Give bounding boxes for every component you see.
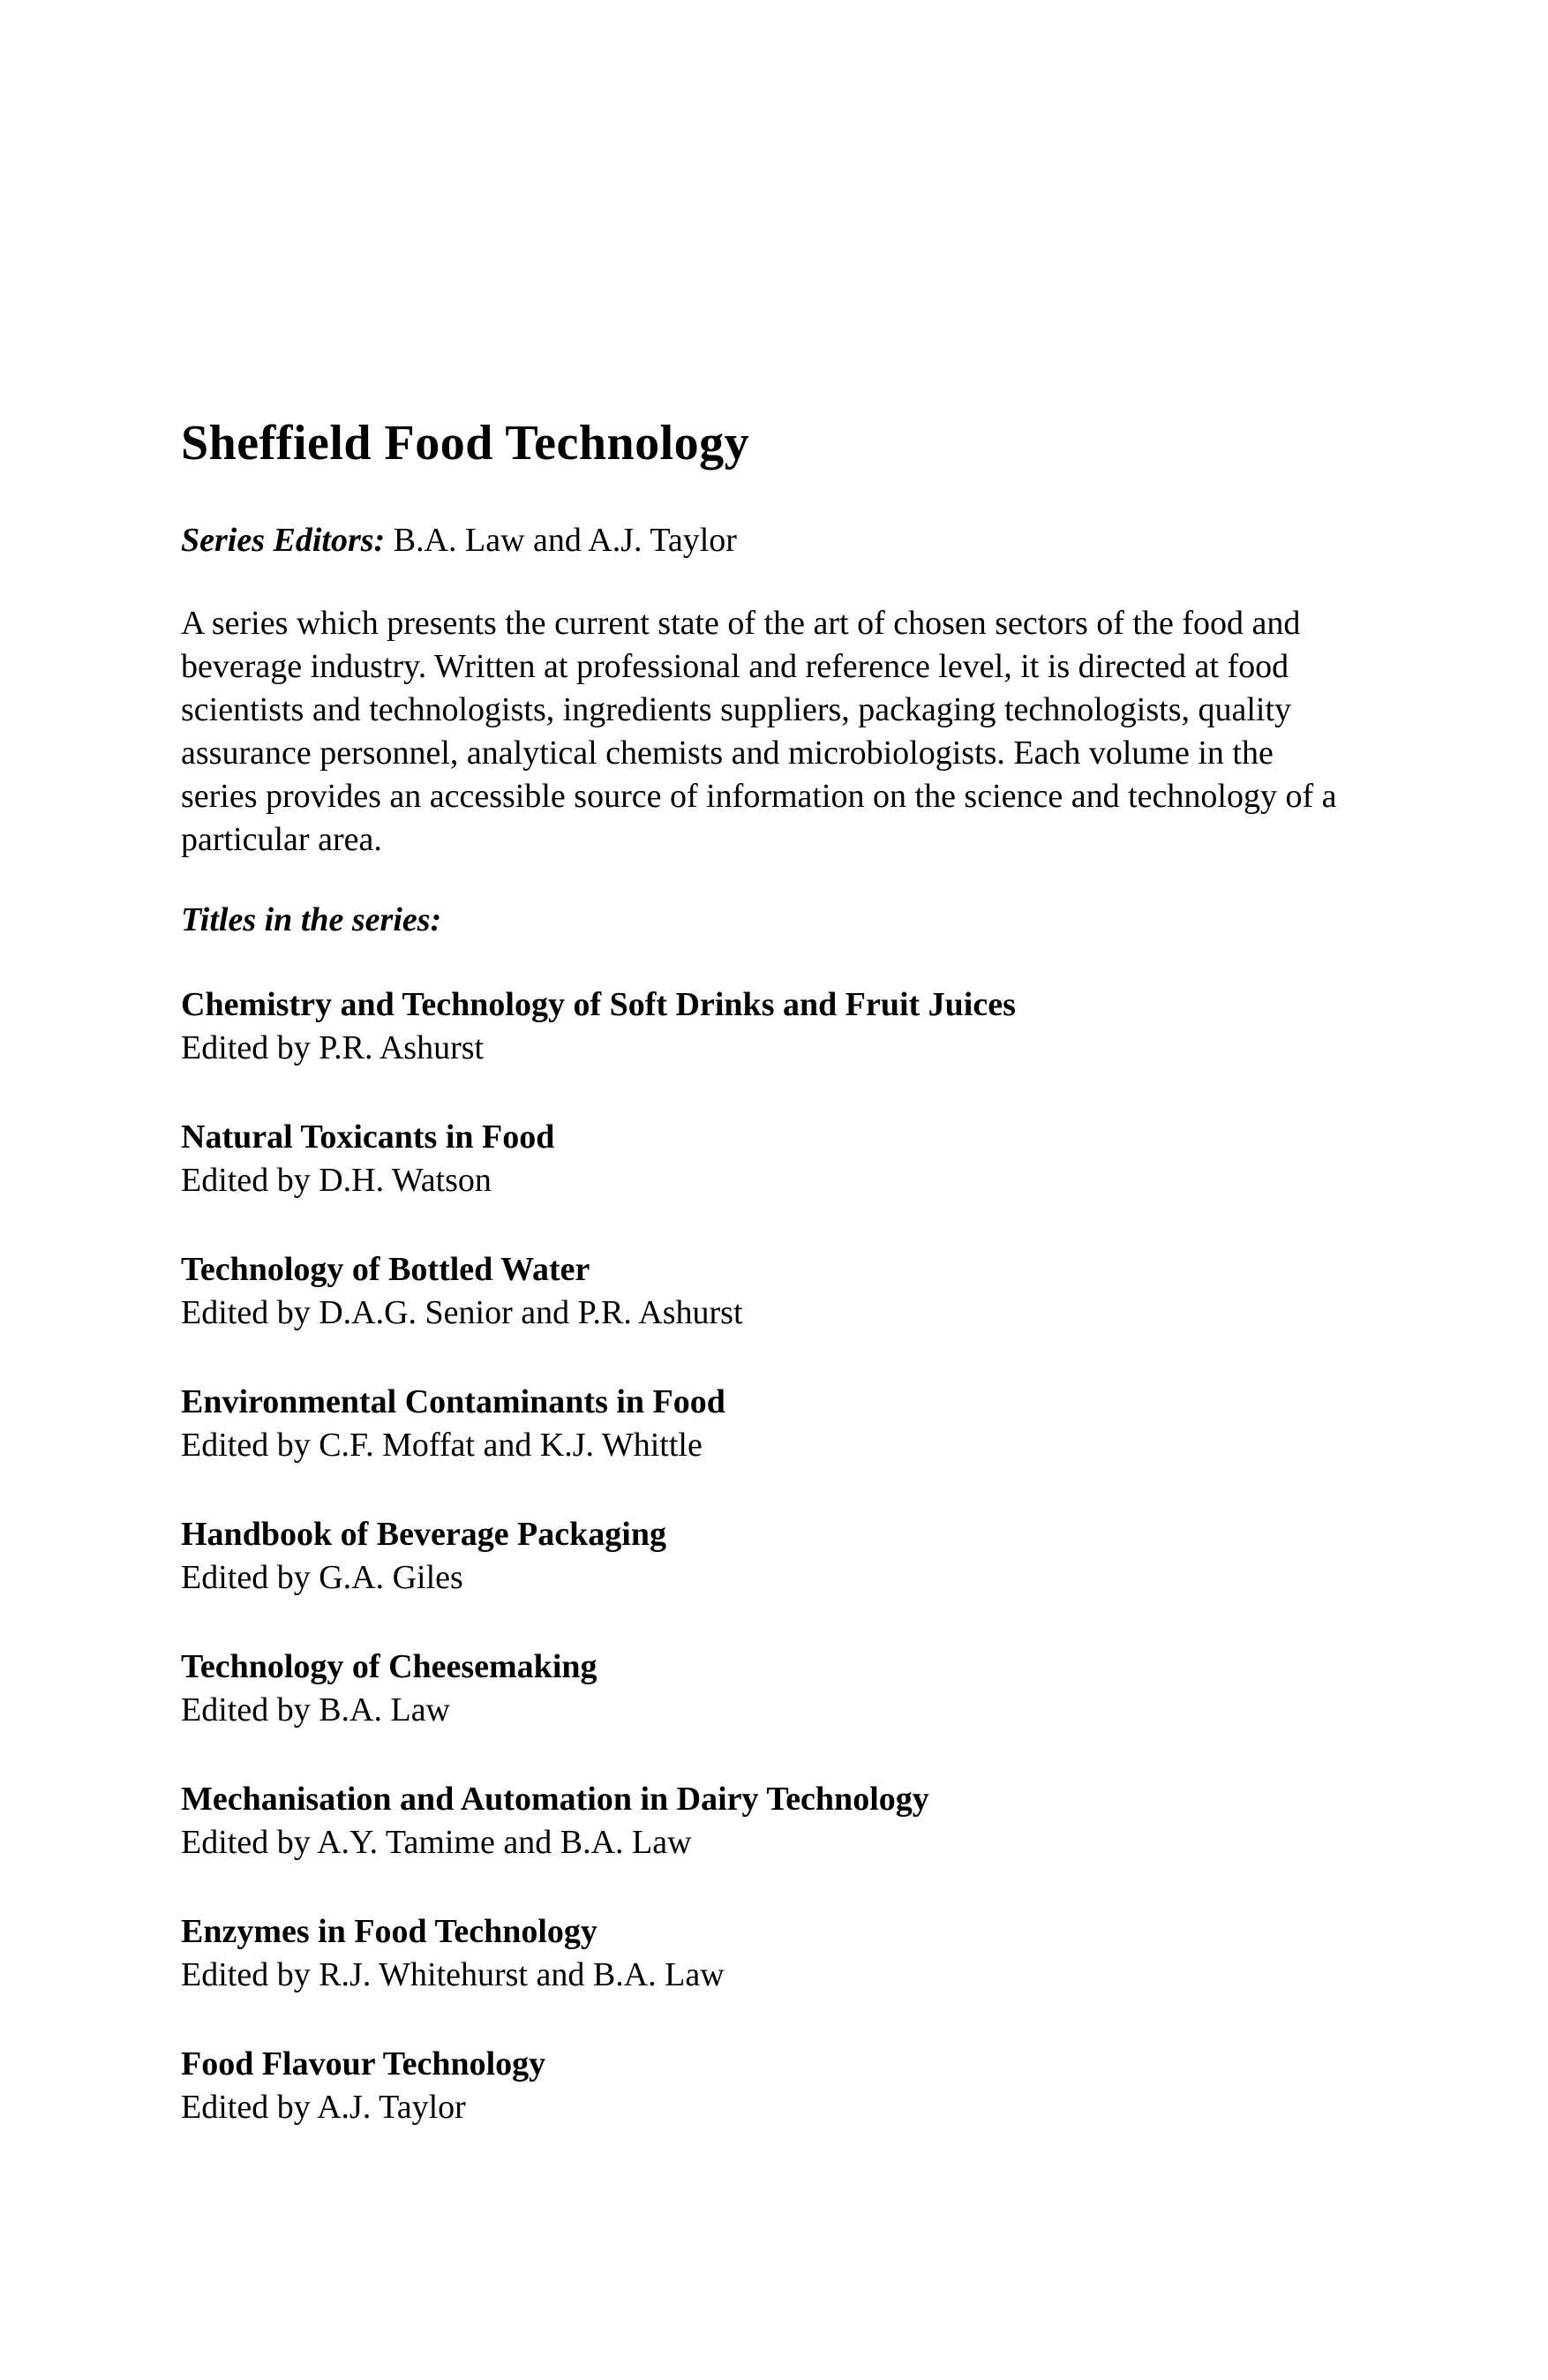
- series-title-item: [181, 1116, 1355, 1202]
- book-title: Natural Toxicants in Food: [181, 1118, 555, 1156]
- series-editors-names: B.A. Law and A.J. Taylor: [393, 522, 737, 559]
- book-title: Food Flavour Technology: [181, 2045, 546, 2083]
- book-editors: Edited by D.A.G. Senior and P.R. Ashurst: [181, 1294, 743, 1332]
- book-series-page: [181, 415, 1355, 2175]
- series-description: A series which presents the current state of the art of chosen sectors of the food and beverage industry. Written at professional and reference level, it is directed at food scientists and technologists, ingredients suppliers, packaging technologists, quality assurance personnel, analytical chemists and microbiologists. Each volume in the series provides an accessible source of information on the science and technology of a particular area.: [181, 605, 1337, 859]
- book-editors: Edited by A.Y. Tamime and B.A. Law: [181, 1824, 692, 1862]
- book-title: Environmental Contaminants in Food: [181, 1383, 725, 1421]
- series-title-item: [181, 1248, 1355, 1335]
- book-editors: Edited by B.A. Law: [181, 1691, 451, 1729]
- book-editors: Edited by A.J. Taylor: [181, 2089, 466, 2127]
- series-title-item: [181, 1381, 1355, 1467]
- book-title: Mechanisation and Automation in Dairy Technology: [181, 1781, 929, 1819]
- series-title-item: [181, 1646, 1355, 1732]
- series-title-item: [181, 1910, 1355, 1997]
- book-editors: Edited by P.R. Ashurst: [181, 1029, 485, 1067]
- series-title-item: [181, 983, 1355, 1070]
- series-title-item: [181, 2043, 1355, 2129]
- series-editors-label: Series Editors:: [181, 522, 386, 559]
- book-title: Technology of Cheesemaking: [181, 1648, 597, 1686]
- series-title-item: [181, 1513, 1355, 1600]
- series-editors-line: [181, 521, 1355, 560]
- book-title: Handbook of Beverage Packaging: [181, 1516, 666, 1554]
- book-editors: Edited by C.F. Moffat and K.J. Whittle: [181, 1427, 703, 1465]
- page-title: Sheffield Food Technology: [181, 416, 750, 471]
- book-editors: Edited by R.J. Whitehurst and B.A. Law: [181, 1956, 725, 1994]
- book-title: Enzymes in Food Technology: [181, 1913, 597, 1951]
- series-title-item: [181, 1778, 1355, 1864]
- book-editors: Edited by D.H. Watson: [181, 1162, 492, 1200]
- book-title: Technology of Bottled Water: [181, 1251, 590, 1289]
- titles-in-series-heading: Titles in the series:: [181, 901, 442, 939]
- book-title: Chemistry and Technology of Soft Drinks and Fruit Juices: [181, 986, 1016, 1024]
- book-editors: Edited by G.A. Giles: [181, 1559, 463, 1597]
